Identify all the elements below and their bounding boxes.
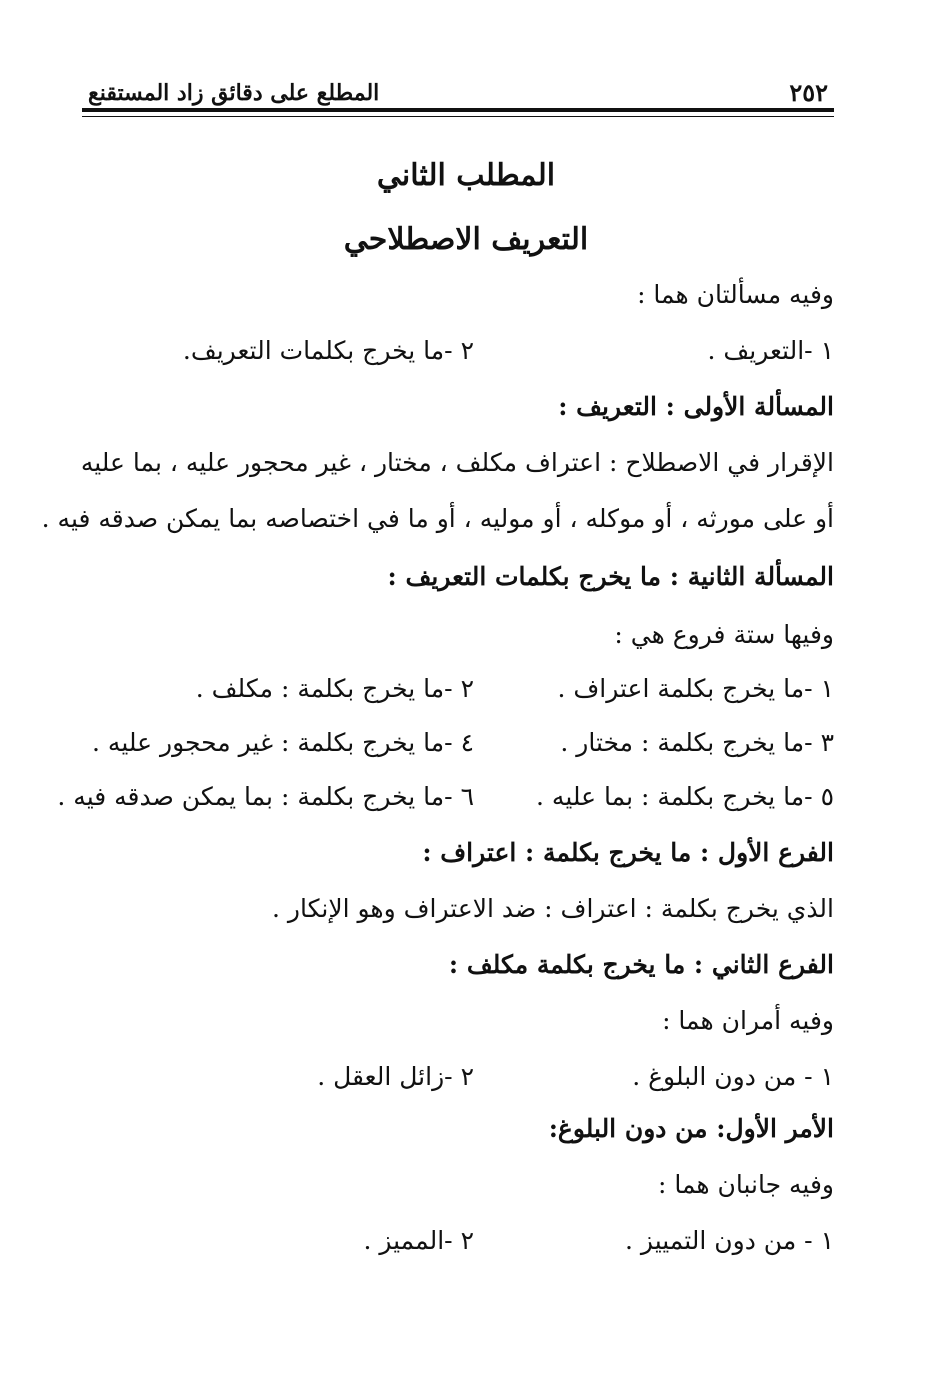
branches-row-3 [57,782,834,818]
running-title: المطلع على دقائق زاد المستقنع [88,80,380,106]
list-item: ٢ -ما يخرج بكلمة : مكلف . [195,674,474,703]
list-item: ١ - من دون البلوغ . [632,1062,834,1091]
branch2-items [82,1062,834,1098]
branches-row-1 [82,674,834,710]
intro-text: وفيه مسألتان هما : [637,280,834,309]
list-item: ٢ -زائل العقل . [317,1062,474,1091]
page-number: ٢٥٢ [789,78,828,107]
list-item: ١ - من دون التمييز . [625,1226,834,1255]
section-title: المطلب الثاني [376,158,556,193]
matter1-items [82,1226,834,1262]
section-subtitle: التعريف الاصطلاحي [343,222,589,257]
branch2-intro: وفيه أمران هما : [662,1006,834,1035]
issue2-heading: المسألة الثانية : ما يخرج بكلمات التعريف : [387,562,834,591]
matter1-intro: وفيه جانبان هما : [657,1170,834,1199]
definition-line-2: أو على مورثه ، أو موكله ، أو موليه ، أو ما في اختصاصه بما يمكن صدقه فيه . [41,504,834,533]
branch2-heading: الفرع الثاني : ما يخرج بكلمة مكلف : [448,950,834,979]
list-item: ٤ -ما يخرج بكلمة : غير محجور عليه . [92,728,474,757]
list-item: ٢ -المميز . [363,1226,474,1255]
issue1-heading: المسألة الأولى : التعريف : [558,392,834,421]
page-header [82,72,834,112]
list-item: ١ -ما يخرج بكلمة اعتراف . [557,674,834,703]
branches-intro: وفيها ستة فروع هي : [614,620,834,649]
list-item: ٣ -ما يخرج بكلمة : مختار . [560,728,834,757]
branches-row-2 [82,728,834,764]
header-rule-thin [82,116,834,117]
list-item: ٢ -ما يخرج بكلمات التعريف. [182,336,474,365]
matter1-heading: الأمر الأول: من دون البلوغ: [548,1114,834,1143]
header-rule-thick [82,108,834,112]
definition-line-1: الإقرار في الاصطلاح : اعتراف مكلف ، مختار ، غير محجور عليه ، بما عليه [80,448,834,477]
list-item: ٦ -ما يخرج بكلمة : بما يمكن صدقه فيه . [57,782,474,811]
list-item: ٥ -ما يخرج بكلمة : بما عليه . [536,782,834,811]
intro-items [82,336,834,372]
branch1-heading: الفرع الأول : ما يخرج بكلمة : اعتراف : [422,838,834,867]
list-item: ١ -التعريف . [707,336,834,365]
branch1-text: الذي يخرج بكلمة : اعتراف : ضد الاعتراف وهو الإنكار . [272,894,834,923]
